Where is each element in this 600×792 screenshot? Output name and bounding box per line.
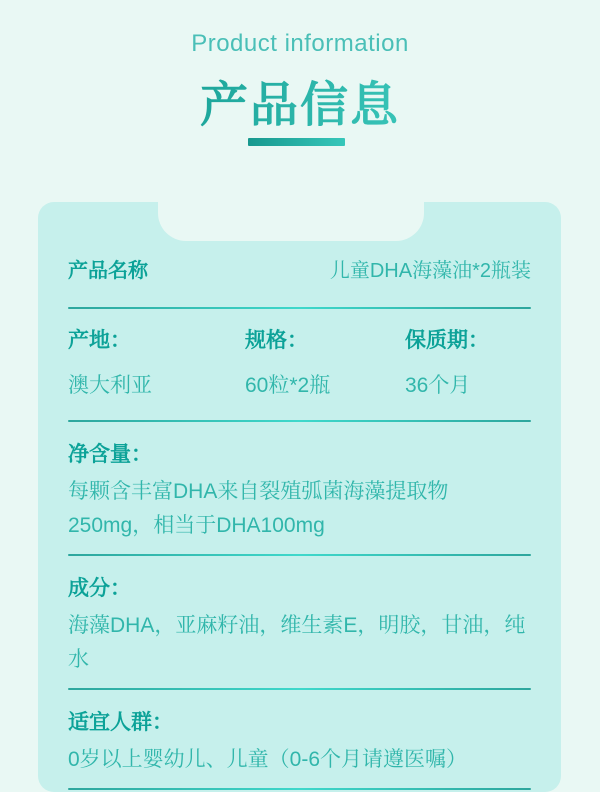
- page-title: 产品信息: [0, 66, 600, 135]
- shelf-life-label: 保质期：: [405, 329, 489, 352]
- product-name-value: 儿童DHA海藻油*2瓶装: [329, 260, 531, 282]
- card-content: [38, 202, 561, 790]
- spec-label: 规格：: [245, 329, 308, 352]
- suitable-for-label: 适宜人群：: [68, 711, 173, 734]
- origin-spec-shelf-row: [68, 309, 531, 399]
- shelf-life-column: [405, 324, 531, 399]
- net-content-label: 净含量：: [68, 443, 152, 466]
- shelf-life-value: 36个月: [405, 374, 471, 397]
- product-name-row: [68, 254, 531, 283]
- spec-value: 60粒*2瓶: [245, 374, 331, 397]
- origin-column: [68, 324, 245, 399]
- net-content-value: 每颗含丰富DHA来自裂殖弧菌海藻提取物250mg，相当于DHA100mg: [68, 480, 449, 537]
- suitable-for-value: 0岁以上婴幼儿、儿童（0-6个月请遵医嘱）: [68, 748, 468, 771]
- ingredients-section: [68, 556, 531, 677]
- ingredients-value: 海藻DHA，亚麻籽油，维生素E，明胶，甘油，纯水: [68, 614, 526, 671]
- product-info-card: [38, 202, 561, 792]
- product-name-label: 产品名称: [68, 260, 148, 282]
- spec-column: [245, 324, 405, 399]
- net-content-section: [68, 422, 531, 543]
- ingredients-label: 成分：: [68, 577, 131, 600]
- divider: [68, 788, 531, 790]
- suitable-for-section: [68, 690, 531, 777]
- header-subtitle-en: Product information: [191, 30, 409, 57]
- origin-value: 澳大利亚: [68, 374, 152, 397]
- origin-label: 产地：: [68, 329, 131, 352]
- title-underline: [248, 138, 345, 146]
